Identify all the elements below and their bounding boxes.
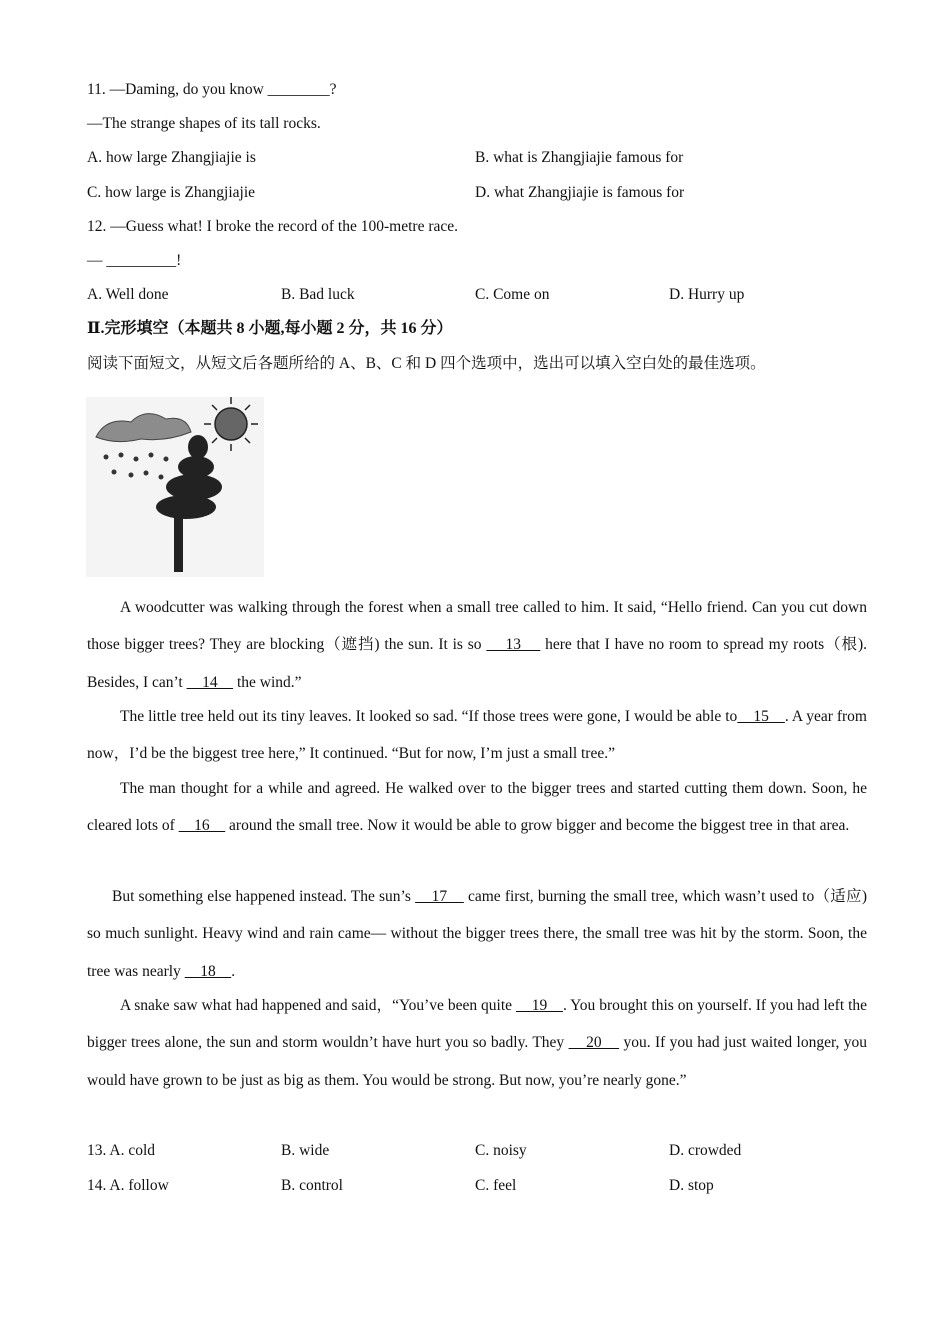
p1-text-c: the wind.” — [233, 673, 302, 691]
q11-option-d: D. what Zhangjiajie is famous for — [475, 184, 685, 201]
q11-stem: 11. —Daming, do you know ________? — [87, 81, 337, 98]
q14-option-b: B. control — [281, 1177, 343, 1194]
tree-sun-rain-icon — [86, 397, 264, 577]
tree-illustration — [86, 397, 264, 577]
q11-option-b: B. what is Zhangjiajie famous for — [475, 149, 684, 166]
q14-option-d: D. stop — [669, 1177, 714, 1194]
p4-text-b: came first, burning the small tree, which wasn’t used to（适应) so much sunlight. Heavy wind and rain came— without the bigger trees there, the small tree was hit by the storm. Soon, the tree was nearly — [87, 888, 867, 980]
q13-option-b: B. wide — [281, 1142, 330, 1159]
q13-option-d: D. crowded — [669, 1142, 742, 1159]
p5-text-c: you. If you had just waited longer, you would have grown to be just as big as them. You would be strong. But now, you’re nearly gone.” — [87, 1034, 868, 1089]
q13-option-c: C. noisy — [475, 1142, 527, 1159]
passage-paragraph-4 — [87, 878, 867, 990]
p1-text-a: A woodcutter was walking through the forest when a small tree called to him. It said, “Hello friend. Can you cut down those bigger trees? They are blocking（遮挡) the sun. It is so — [87, 599, 867, 654]
section-instruction: 阅读下面短文，从短文后各题所给的 A、B、C 和 D 四个选项中，选出可以填入空白处的最佳选项。 — [87, 355, 766, 372]
p4-text-c: . — [231, 962, 236, 980]
p2-text-a: The little tree held out its tiny leaves. It looked so sad. “If those trees were gone, I would be able to — [120, 708, 738, 725]
blank-16: 16 — [178, 817, 226, 835]
blank-17: 17 — [415, 888, 464, 905]
p2-text-b: . A year from now，I’d be the biggest tree here,” It continued. “But for now, I’m just a small tree.” — [87, 708, 867, 763]
q12-option-c: C. Come on — [475, 286, 550, 303]
q12-stem: 12. —Guess what! I broke the record of the 100-metre race. — [87, 218, 458, 235]
q11-reply: —The strange shapes of its tall rocks. — [87, 115, 321, 132]
section-heading: Ⅱ.完形填空（本题共 8 小题,每小题 2 分，共 16 分） — [87, 320, 453, 337]
q11-option-c: C. how large is Zhangjiajie — [87, 184, 256, 201]
blank-13: 13 — [486, 636, 541, 654]
blank-19: 19 — [515, 997, 563, 1014]
q12-option-b: B. Bad luck — [281, 286, 355, 303]
q12-option-d: D. Hurry up — [669, 286, 745, 303]
q11-option-a: A. how large Zhangjiajie is — [87, 149, 256, 166]
blank-15: 15 — [737, 708, 785, 725]
q13-option-a: 13. A. cold — [87, 1142, 156, 1159]
q14-option-c: C. feel — [475, 1177, 517, 1194]
passage-paragraph-2 — [87, 698, 867, 773]
blank-18: 18 — [184, 962, 232, 980]
passage-paragraph-1 — [87, 589, 867, 701]
p4-text-a: But something else happened instead. The sun’s — [112, 888, 416, 905]
q12-option-a: A. Well done — [87, 286, 169, 303]
p5-text-a: A snake saw what had happened and said，“You’ve been quite — [120, 997, 516, 1014]
blank-14: 14 — [186, 673, 234, 691]
p1-text-b: here that I have no room to spread my roots（根). Besides, I can’t — [87, 636, 868, 691]
q12-reply: — _________! — [87, 252, 182, 269]
blank-20: 20 — [568, 1034, 620, 1052]
passage-paragraph-3 — [87, 770, 867, 845]
p3-text-a: The man thought for a while and agreed. He walked over to the bigger trees and started cutting them down. Soon, he cleared lots of — [87, 780, 867, 835]
p3-text-b: around the small tree. Now it would be able to grow bigger and become the biggest tree in that area. — [225, 817, 850, 835]
q14-option-a: 14. A. follow — [87, 1177, 169, 1194]
passage-paragraph-5 — [87, 987, 867, 1099]
p5-text-b: . You brought this on yourself. If you had left the bigger trees alone, the sun and storm wouldn’t have hurt you so badly. They — [87, 997, 868, 1052]
